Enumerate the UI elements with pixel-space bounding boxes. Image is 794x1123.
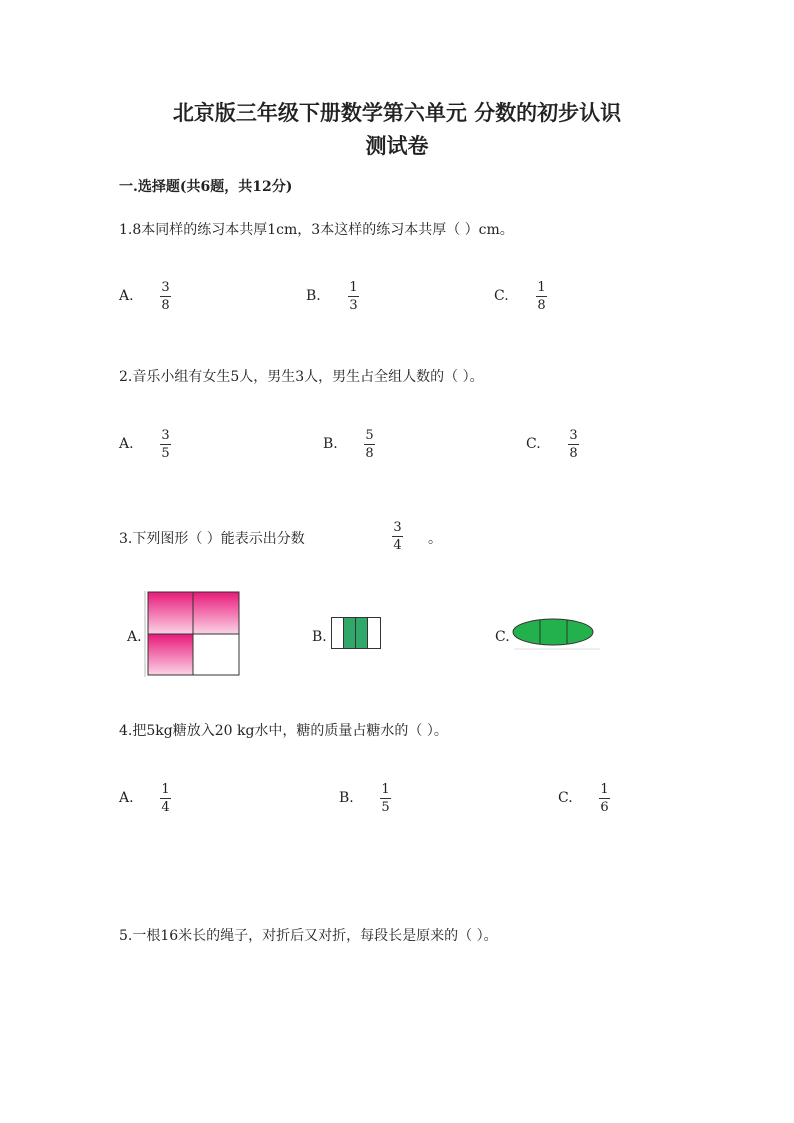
fraction — [160, 281, 171, 313]
fraction — [160, 783, 171, 815]
option-label: A. — [127, 629, 142, 645]
document-subtitle: 测试卷 — [365, 133, 429, 158]
q3-option-c[interactable] — [495, 626, 510, 645]
unshaded-strip — [368, 618, 381, 649]
shaded-strip — [344, 618, 356, 649]
question-3-fraction — [392, 521, 403, 553]
fraction-bar — [536, 296, 547, 297]
fraction — [599, 783, 610, 815]
shaded-cell — [193, 592, 239, 634]
question-3-end: 。 — [428, 531, 442, 547]
numerator: 3 — [569, 428, 578, 443]
denominator: 8 — [569, 446, 578, 461]
shaded-cell — [148, 634, 193, 675]
numerator: 1 — [381, 782, 390, 797]
option-label: A. — [119, 436, 134, 452]
fraction-bar — [160, 798, 171, 799]
numerator: 1 — [349, 280, 358, 295]
four-strip-rectangle-figure[interactable] — [331, 617, 383, 650]
four-square-grid-figure[interactable] — [143, 591, 243, 677]
fraction-bar — [599, 798, 610, 799]
denominator: 3 — [349, 298, 358, 313]
denominator: 4 — [393, 538, 402, 553]
question-2: 2.音乐小组有女生5人，男生3人，男生占全组人数的（ ）。 — [119, 369, 484, 385]
fraction-bar — [392, 536, 403, 537]
numerator: 3 — [161, 428, 170, 443]
q3-option-b[interactable] — [312, 626, 327, 645]
ellipse-shape — [513, 619, 593, 645]
question-3-text: 3.下列图形（ ）能表示出分数 — [119, 531, 305, 547]
shaded-strip — [356, 618, 368, 649]
document-title: 北京版三年级下册数学第六单元 分数的初步认识 — [172, 100, 622, 125]
numerator: 5 — [365, 428, 374, 443]
question-4: 4.把5kg糖放入20 kg水中，糖的质量占糖水的（ ）。 — [119, 723, 448, 739]
q3-option-a[interactable] — [127, 626, 142, 645]
fraction — [160, 429, 171, 461]
fraction — [348, 281, 359, 313]
denominator: 8 — [161, 298, 170, 313]
fraction-bar — [348, 296, 359, 297]
shaded-cell — [148, 592, 193, 634]
option-label: A. — [119, 288, 134, 304]
fraction — [364, 429, 375, 461]
fraction-bar — [568, 444, 579, 445]
denominator: 8 — [537, 298, 546, 313]
denominator: 8 — [365, 446, 374, 461]
fraction — [380, 783, 391, 815]
fraction-bar — [160, 296, 171, 297]
option-label: B. — [312, 629, 327, 645]
question-5: 5.一根16米长的绳子，对折后又对折，每段长是原来的（ ）。 — [119, 928, 498, 944]
unshaded-cell — [193, 634, 239, 675]
denominator: 4 — [161, 800, 170, 815]
question-3 — [119, 528, 305, 548]
fraction — [568, 429, 579, 461]
numerator: 3 — [393, 520, 402, 535]
question-1: 1.8本同样的练习本共厚1cm，3本这样的练习本共厚（ ）cm。 — [119, 222, 514, 238]
unshaded-strip — [332, 618, 344, 649]
numerator: 1 — [600, 782, 609, 797]
numerator: 1 — [161, 782, 170, 797]
option-label: C. — [494, 288, 509, 304]
section-header: 一.选择题(共6题，共12分) — [119, 179, 293, 195]
option-label: C. — [495, 629, 510, 645]
option-label: A. — [119, 790, 134, 806]
option-label: B. — [306, 288, 321, 304]
option-label: B. — [339, 790, 354, 806]
numerator: 1 — [537, 280, 546, 295]
denominator: 5 — [381, 800, 390, 815]
denominator: 6 — [600, 800, 609, 815]
fraction-bar — [160, 444, 171, 445]
option-label: C. — [558, 790, 573, 806]
fraction — [536, 281, 547, 313]
numerator: 3 — [161, 280, 170, 295]
denominator: 5 — [161, 446, 170, 461]
fraction-bar — [380, 798, 391, 799]
green-ellipse-figure[interactable] — [512, 617, 602, 651]
option-label: C. — [526, 436, 541, 452]
fraction-bar — [364, 444, 375, 445]
option-label: B. — [323, 436, 338, 452]
